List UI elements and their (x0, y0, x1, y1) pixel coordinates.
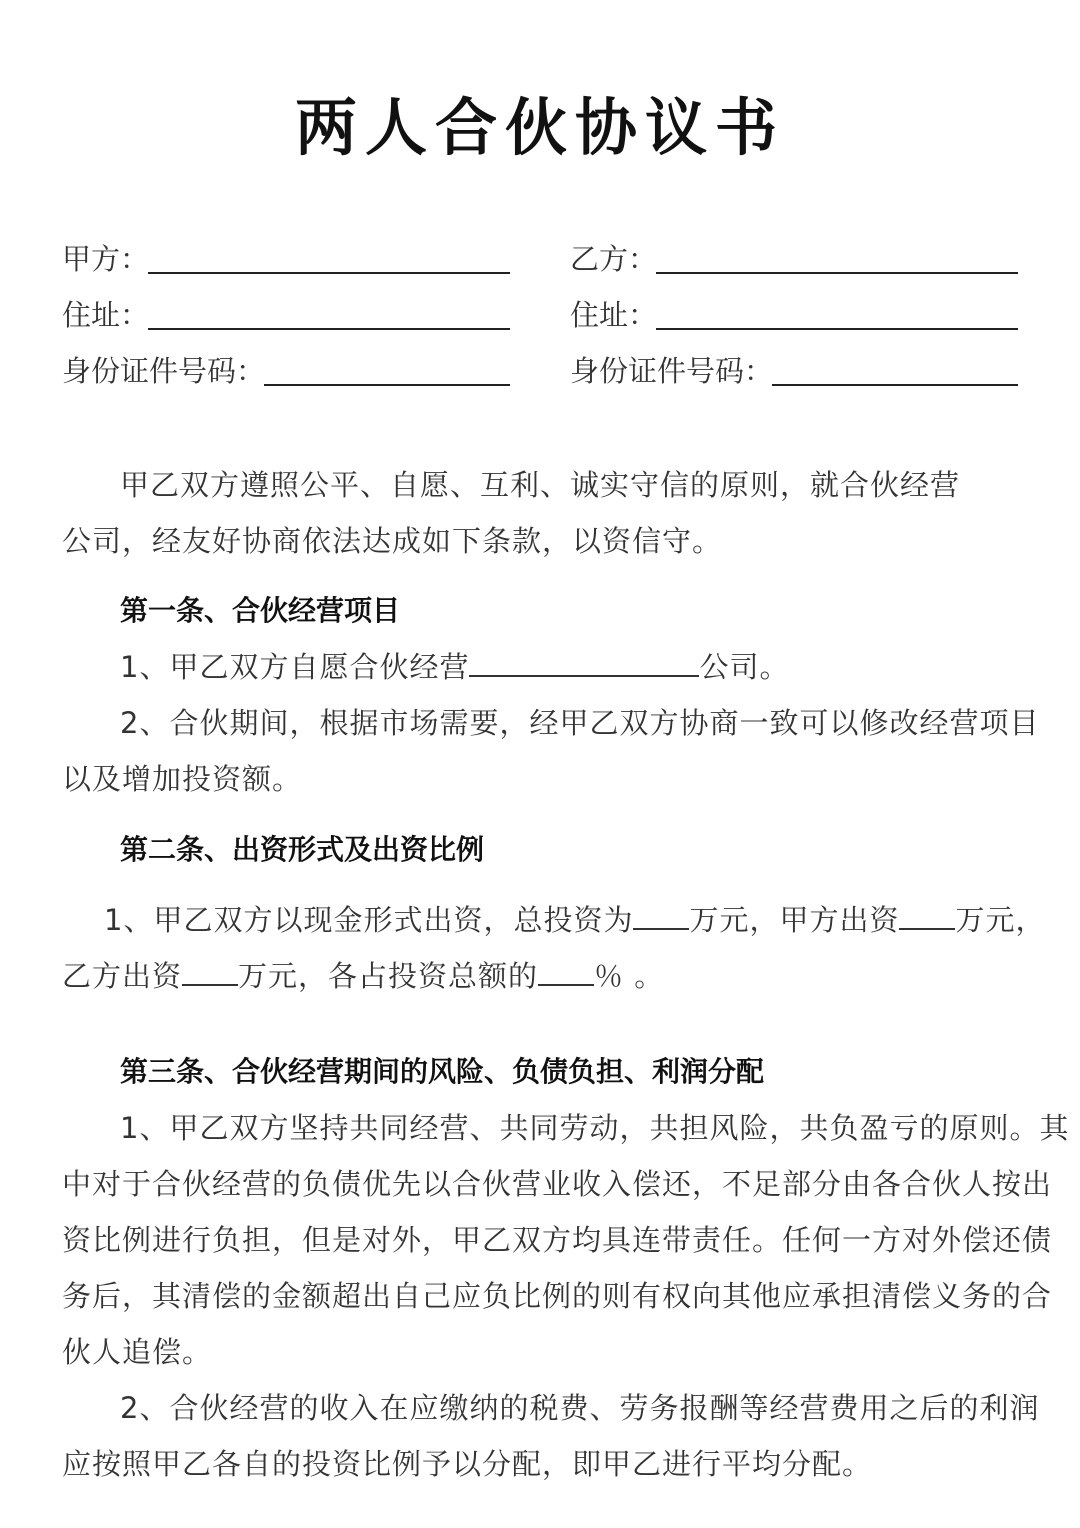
article-3-item-1-line-5: 伙人追偿。 (62, 1335, 213, 1369)
article-3-item-1-line-2: 中对于合伙经营的负债优先以合伙营业收入偿还，不足部分由各合伙人按出 (62, 1167, 1053, 1201)
total-investment-blank[interactable] (633, 904, 689, 930)
article-3-item-1-line-1: 1、甲乙双方坚持共同经营、共同劳动，共担风险，共负盈亏的原则。其 (120, 1111, 1070, 1145)
article-2-seg-1: 1、甲乙双方以现金形式出资，总投资为 (104, 903, 634, 937)
party-b-name-label: 乙方： (570, 242, 658, 276)
article-2-seg-3: 万元， (955, 903, 1046, 937)
party-a-name-field[interactable] (148, 272, 510, 274)
party-b-id-field[interactable] (772, 384, 1018, 386)
party-b-name-field[interactable] (656, 272, 1018, 274)
intro-line-2: 公司，经友好协商依法达成如下条款，以资信守。 (62, 524, 723, 558)
party-a-id-field[interactable] (264, 384, 510, 386)
party-b-investment-blank[interactable] (182, 960, 238, 986)
intro-line-1: 甲乙双方遵照公平、自愿、互利、诚实守信的原则，就合伙经营 (120, 468, 961, 502)
article-1-item-1-prefix: 1、甲乙双方自愿合伙经营 (120, 650, 470, 684)
company-name-blank[interactable] (469, 651, 699, 677)
party-a-name-label: 甲方： (62, 242, 150, 276)
party-a-investment-blank[interactable] (899, 904, 955, 930)
article-2-heading: 第二条、出资形式及出资比例 (120, 833, 485, 866)
article-1-item-2-line-1: 2、合伙期间，根据市场需要，经甲乙双方协商一致可以修改经营项目 (120, 706, 1040, 740)
article-2-seg-4: 乙方出资 (62, 959, 183, 993)
article-1-heading: 第一条、合伙经营项目 (120, 594, 401, 627)
article-2-seg-6: ％ 。 (594, 959, 665, 993)
party-b-address-field[interactable] (656, 328, 1018, 330)
article-3-heading: 第三条、合伙经营期间的风险、负债负担、利润分配 (120, 1055, 765, 1088)
article-3-item-2-line-1: 2、合伙经营的收入在应缴纳的税费、劳务报酬等经营费用之后的利润 (120, 1391, 1040, 1425)
document-title: 两人合伙协议书 (294, 91, 785, 164)
article-3-item-1-line-3: 资比例进行负担，但是对外，甲乙双方均具连带责任。任何一方对外偿还债 (62, 1223, 1053, 1257)
party-a-id-label: 身份证件号码： (62, 354, 266, 388)
party-b-id-label: 身份证件号码： (570, 354, 774, 388)
share-percent-blank[interactable] (538, 960, 594, 986)
article-2-seg-5: 万元，各占投资总额的 (238, 959, 539, 993)
party-a-address-field[interactable] (148, 328, 510, 330)
article-1-item-1 (120, 648, 789, 686)
party-b-address-label: 住址： (570, 298, 658, 332)
article-3-item-2-line-2: 应按照甲乙各自的投资比例予以分配，即甲乙进行平均分配。 (62, 1447, 873, 1481)
article-2-item-1-line-1 (104, 901, 1045, 939)
article-2-seg-2: 万元，甲方出资 (689, 903, 900, 937)
article-3-item-1-line-4: 务后，其清偿的金额超出自己应负比例的则有权向其他应承担清偿义务的合 (62, 1279, 1053, 1313)
article-1-item-2-line-2: 以及增加投资额。 (62, 762, 303, 796)
article-2-item-1-line-2 (62, 957, 664, 995)
party-a-address-label: 住址： (62, 298, 150, 332)
article-1-item-1-suffix: 公司。 (699, 650, 790, 684)
